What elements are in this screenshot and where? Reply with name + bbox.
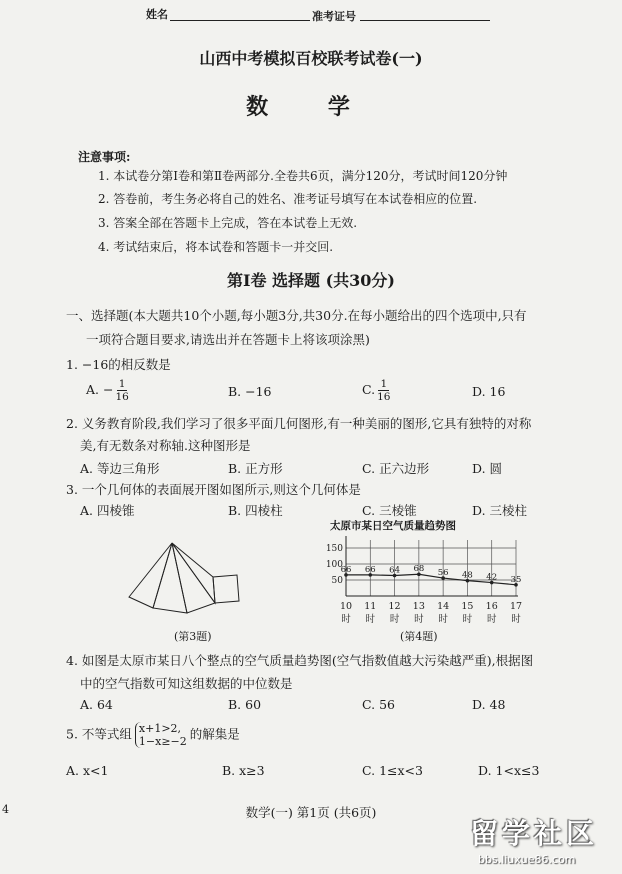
chart-x-tick-unit: 时 (341, 614, 351, 625)
q5-suffix: 的解集是 (189, 726, 240, 742)
q5-inequality-1: x+1>2, (138, 722, 182, 735)
q4-option-b: B. 60 (228, 697, 262, 712)
notice-item-2: 2. 答卷前，考生务必将自己的姓名、准考证号填写在本试卷相应的位置. (98, 192, 478, 206)
q5-option-a: A. x<1 (66, 763, 109, 778)
chart-x-tick-label: 11 (364, 601, 377, 612)
chart-x-tick-label: 14 (437, 601, 450, 612)
q1-option-a-fraction (115, 378, 128, 403)
id-underline (360, 20, 490, 21)
chart-y-tick-label: 150 (325, 544, 343, 554)
q1-option-c-den: 16 (377, 391, 391, 403)
chart-x-tick-label: 12 (388, 601, 401, 612)
margin-mark: 4 (2, 803, 9, 816)
q5-option-d: D. 1<x≤3 (478, 763, 540, 778)
q4-option-d: D. 48 (472, 697, 506, 712)
chart-data-label: 35 (510, 574, 522, 585)
q1-option-c (362, 378, 390, 403)
q2-stem-line2: 美,有无数条对称轴.这种图形是 (80, 438, 251, 453)
chart-data-label: 42 (486, 572, 498, 583)
chart-x-tick-unit: 时 (438, 614, 448, 625)
chart-data-label: 56 (437, 568, 449, 579)
chart-x-tick-label: 10 (339, 601, 353, 612)
q3-option-c: C. 三棱锥 (362, 503, 417, 518)
q4-stem-line1: 4. 如图是太原市某日八个整点的空气质量趋势图(空气指数值越大污染越严重),根据图 (66, 653, 534, 668)
chart-x-tick-label: 17 (509, 601, 523, 612)
name-label: 姓名 (146, 8, 168, 21)
chart-x-tick-unit: 时 (389, 614, 400, 625)
name-underline (170, 20, 310, 21)
chart-x-tick-unit: 时 (486, 614, 497, 625)
q1-option-c-num: 1 (380, 378, 388, 390)
notice-item-1: 1. 本试卷分第Ⅰ卷和第Ⅱ卷两部分.全卷共6页，满分120分，考试时间120分钟 (98, 169, 508, 183)
notice-item-4: 4. 考试结束后，将本试卷和答题卡一并交回. (98, 240, 334, 254)
q5-inequality-system (135, 722, 187, 748)
chart-data-label: 68 (413, 564, 425, 575)
q1-option-a-num: 1 (118, 378, 126, 390)
net-face-2 (153, 543, 187, 613)
q3-option-b: B. 四棱柱 (228, 503, 283, 518)
figure3-pyramid-net (125, 535, 275, 615)
q5-option-c: C. 1≤x<3 (362, 763, 423, 778)
subject-title: 数 学 (246, 94, 376, 120)
chart-data-label: 48 (462, 570, 473, 581)
chart-x-tick-unit: 时 (414, 614, 424, 625)
q2-option-a: A. 等边三角形 (80, 461, 160, 476)
q5-stem (66, 722, 240, 748)
q1-option-a-den: 16 (115, 391, 129, 403)
q4-option-c: C. 56 (362, 697, 395, 712)
net-face-3 (172, 543, 215, 613)
q2-option-b: B. 正方形 (228, 461, 283, 476)
q2-option-d: D. 圆 (472, 461, 503, 476)
chart-x-tick-unit: 时 (511, 614, 521, 625)
q5-inequality-2: 1−x≥−2 (138, 735, 187, 748)
q1-option-b: B. −16 (228, 384, 272, 399)
net-base-square (213, 575, 239, 603)
q3-option-d: D. 三棱柱 (472, 503, 528, 518)
chart-x-tick-unit: 时 (462, 614, 473, 625)
chart-title: 太原市某日空气质量趋势图 (330, 520, 456, 532)
q2-option-c: C. 正六边形 (362, 461, 430, 476)
watermark-title: 留学社区 (470, 817, 599, 850)
q3-option-a: A. 四棱锥 (80, 503, 135, 518)
q1-option-c-fraction (377, 378, 390, 403)
q1-option-d: D. 16 (472, 384, 506, 399)
q1-option-a (86, 378, 129, 403)
chart-x-tick-label: 15 (461, 601, 474, 612)
net-face-1 (129, 543, 172, 608)
chart-data-label: 64 (389, 565, 400, 576)
figure4-caption: (第4题) (400, 630, 438, 643)
q1-option-a-prefix: A. − (86, 382, 114, 397)
part-intro-line2: 一项符合题目要求,请选出并在答题卡上将该项涂黑) (86, 332, 370, 347)
chart-data-label: 66 (340, 564, 352, 575)
section-title: 第Ⅰ卷 选择题 (共30分) (226, 271, 396, 290)
id-label: 准考证号 (312, 10, 356, 23)
part-intro-line1: 一、选择题(本大题共10个小题,每小题3分,共30分.在每小题给出的四个选项中,只有 (66, 308, 527, 323)
watermark-url: bbs.liuxue86.com (478, 853, 576, 866)
q1-stem: 1. −16的相反数是 (66, 357, 171, 372)
notice-item-3: 3. 答案全部在答题卡上完成，答在本试卷上无效. (98, 216, 358, 230)
chart-y-tick-label: 50 (331, 576, 343, 586)
chart-x-tick-label: 13 (412, 601, 425, 612)
q5-option-b: B. x≥3 (222, 763, 265, 778)
q2-stem-line1: 2. 义务教育阶段,我们学习了很多平面几何图形,有一种美丽的图形,它具有独特的对称 (66, 416, 532, 431)
notice-heading: 注意事项: (78, 150, 131, 164)
chart-x-tick-unit: 时 (365, 614, 376, 625)
q3-stem: 3. 一个几何体的表面展开图如图所示,则这个几何体是 (66, 482, 361, 497)
q4-stem-line2: 中的空气指数可知这组数据的中位数是 (80, 676, 293, 691)
page-footer: 数学(一) 第1页 (共6页) (245, 805, 377, 820)
q1-option-c-prefix: C. (362, 382, 376, 397)
q5-prefix: 5. 不等式组 (66, 726, 132, 742)
figure3-caption: (第3题) (174, 630, 212, 643)
chart-y-tick-label: 100 (325, 560, 343, 570)
chart-data-label: 66 (364, 564, 376, 575)
chart-x-tick-label: 16 (485, 601, 498, 612)
exam-title: 山西中考模拟百校联考试卷(一) (199, 49, 423, 68)
q4-option-a: A. 64 (80, 697, 113, 712)
